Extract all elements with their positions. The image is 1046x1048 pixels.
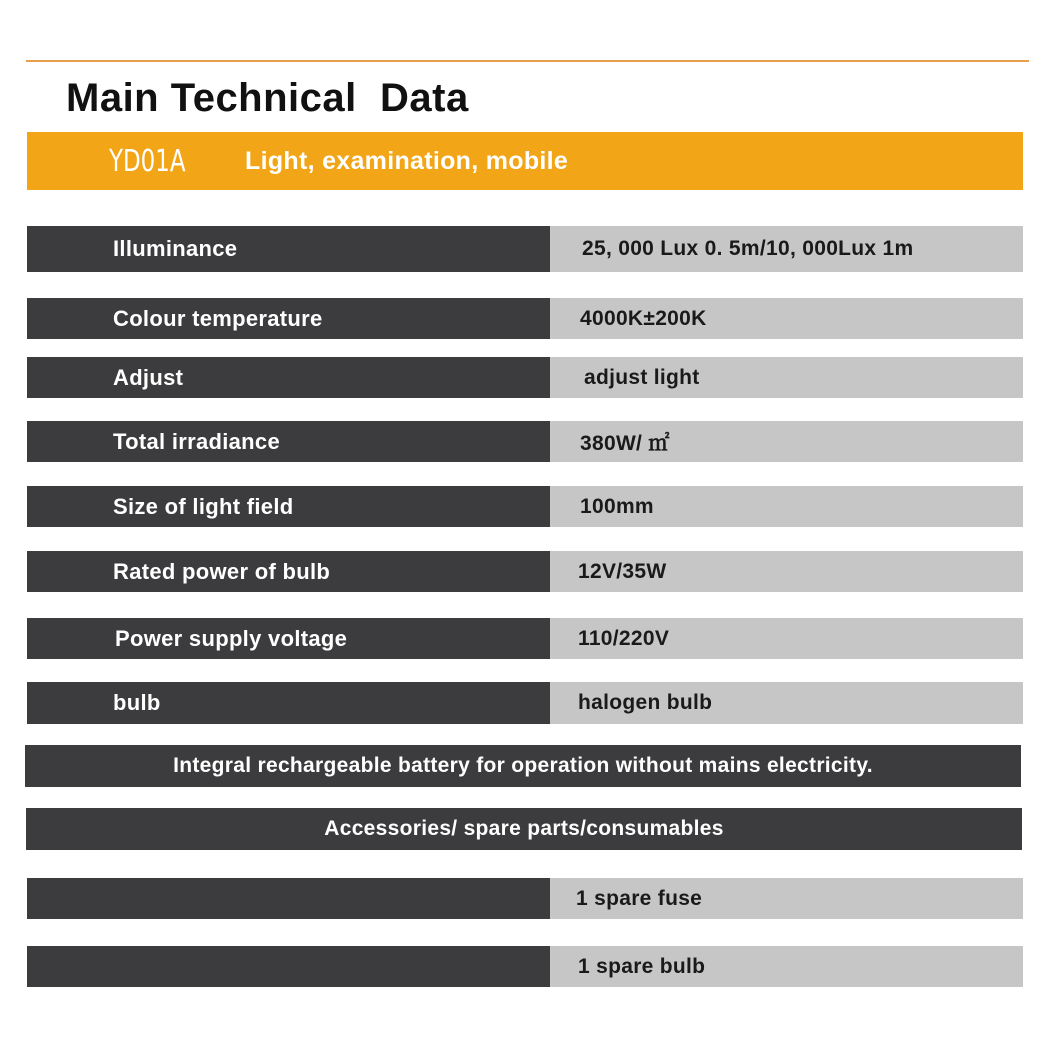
spec-row-power-supply-voltage [27,618,1023,659]
accessory-row-spare-fuse [27,878,1023,919]
spec-value: 110/220V [550,618,1023,659]
accessory-label [27,878,550,919]
product-model: YD01A [109,144,186,179]
spec-value: adjust light [550,357,1023,398]
spec-label: Rated power of bulb [27,551,550,592]
accessories-heading: Accessories/ spare parts/consumables [26,808,1022,850]
spec-label: Adjust [27,357,550,398]
spec-label: bulb [27,682,550,724]
spec-value: 4000K±200K [550,298,1023,339]
spec-value: 380W/ ㎡ [550,421,1023,462]
accessory-value: 1 spare bulb [550,946,1023,987]
spec-label: Total irradiance [27,421,550,462]
product-banner [27,132,1023,190]
battery-note: Integral rechargeable battery for operation without mains electricity. [25,745,1021,787]
accessory-row-spare-bulb [27,946,1023,987]
spec-label: Power supply voltage [27,618,550,659]
spec-row-rated-power-of-bulb [27,551,1023,592]
accessory-value: 1 spare fuse [550,878,1023,919]
spec-label: Illuminance [27,226,550,272]
page-title: Main Technical Data [66,76,469,120]
spec-row-illuminance [27,226,1023,272]
spec-row-bulb [27,682,1023,724]
spec-row-colour-temperature [27,298,1023,339]
spec-value: 100mm [550,486,1023,527]
accessory-label [27,946,550,987]
spec-value: 12V/35W [550,551,1023,592]
spec-label: Colour temperature [27,298,550,339]
spec-value: 25, 000 Lux 0. 5m/10, 000Lux 1m [550,226,1023,272]
spec-label: Size of light field [27,486,550,527]
product-description: Light, examination, mobile [245,147,569,175]
top-divider [26,60,1029,62]
spec-value: halogen bulb [550,682,1023,724]
spec-row-size-of-light-field [27,486,1023,527]
spec-row-adjust [27,357,1023,398]
spec-row-total-irradiance [27,421,1023,462]
